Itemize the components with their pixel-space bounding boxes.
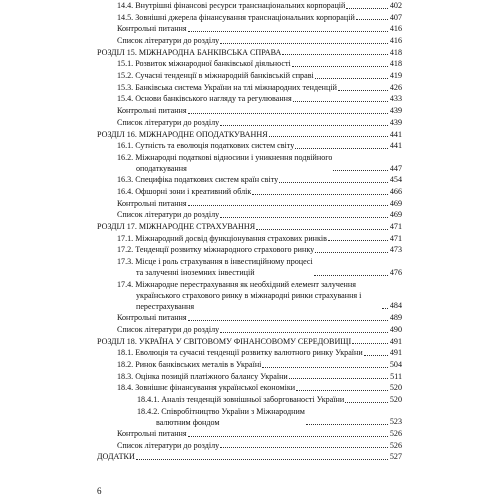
toc-leader-dots [364, 354, 388, 356]
toc-page-number: 484 [389, 301, 402, 311]
toc-page-number: 439 [389, 106, 402, 116]
toc-section-entry [97, 35, 402, 47]
toc-page-number: 418 [389, 47, 402, 57]
toc-entry-title: 15.3. Банківська система України на тлі міжнародних тенденцій [117, 82, 337, 92]
toc-page-number: 491 [389, 348, 402, 358]
toc-subsubsection-entry [97, 406, 402, 428]
toc-entry-title: 16.1. Сутність та еволюція податкових систем світу [117, 141, 295, 151]
toc-section-entry [97, 12, 402, 24]
toc-section-entry [97, 117, 402, 129]
toc-chapter-entry [97, 221, 402, 233]
toc-leader-dots [352, 342, 388, 344]
toc-page-number: 441 [389, 129, 402, 139]
toc-entry-title: ДОДАТКИ [97, 452, 135, 462]
toc-section-entry [97, 244, 402, 256]
toc-section-entry [97, 312, 402, 324]
toc-entry-title: 18.4.1. Аналіз тенденцій зовнішньої заборгованості України [137, 394, 345, 404]
toc-section-entry [97, 94, 402, 106]
toc-entry-title [117, 152, 332, 174]
toc-entry-title: РОЗДІЛ 17. МІЖНАРОДНЕ СТРАХУВАННЯ [97, 222, 256, 232]
toc-chapter-entry [97, 336, 402, 348]
toc-leader-dots [345, 401, 388, 403]
toc-section-entry [97, 140, 402, 152]
toc-leader-dots [262, 366, 388, 368]
toc-page-number: 447 [389, 163, 402, 173]
toc-page-number: 469 [389, 210, 402, 220]
toc-entry-title [117, 256, 313, 278]
toc-entry-title-continuation: українського страхового ринку в міжнародні ринки страхування і перестрахування [136, 290, 362, 311]
toc-chapter-entry [97, 47, 402, 59]
toc-entry-title: Список літератури до розділу [117, 324, 220, 334]
toc-page-number: 471 [389, 222, 402, 232]
toc-section-entry [97, 105, 402, 117]
toc-page-number: 473 [389, 245, 402, 255]
toc-page-number: 439 [389, 117, 402, 127]
toc-leader-dots [328, 239, 388, 241]
toc-leader-dots [188, 319, 388, 321]
toc-entry-title: 15.1. Розвиток міжнародної банківської діяльності [117, 59, 291, 69]
toc-page-number: 419 [389, 71, 402, 81]
toc-entry-title: 18.3. Оцінка позицій платіжного балансу України [117, 371, 288, 381]
toc-leader-dots [188, 435, 388, 437]
toc-leader-dots [220, 124, 388, 126]
toc-leader-dots [252, 193, 388, 195]
toc-entry-title: Список літератури до розділу [117, 117, 220, 127]
toc-section-entry [97, 256, 402, 278]
toc-entry-title: 14.5. Зовнішні джерела фінансування транснаціональних корпорацій [117, 12, 355, 22]
toc-entry-title: 18.2. Ринок банківських металів в Україні [117, 359, 262, 369]
toc-page-number: 471 [389, 233, 402, 243]
toc-entry-title: РОЗДІЛ 16. МІЖНАРОДНЕ ОПОДАТКУВАННЯ [97, 129, 268, 139]
toc-leader-dots [136, 458, 388, 460]
toc-leader-dots [292, 65, 388, 67]
toc-page-number: 520 [389, 383, 402, 393]
toc-page-number: 426 [389, 82, 402, 92]
toc-entry-title-continuation: оподаткування [136, 164, 187, 174]
toc-leader-dots [315, 77, 388, 79]
toc-leader-dots [314, 274, 388, 276]
toc-entry-title: 17.2. Тенденції розвитку міжнародного страхового ринку [117, 245, 315, 255]
toc-page-number: 491 [389, 336, 402, 346]
toc-leader-dots [346, 7, 388, 9]
toc-page-number: 490 [389, 324, 402, 334]
toc-entry-title: 14.4. Внутрішні фінансові ресурси транснаціональних корпорацій [117, 0, 346, 10]
toc-entry-title-line: 16.2. Міжнародні податкові відносини і уникнення подвійного [117, 152, 333, 162]
toc-entry-title-continuation: валютним фондом [156, 417, 220, 427]
toc-entry-title: Контрольні питання [117, 24, 187, 34]
toc-page-number: 402 [389, 0, 402, 10]
toc-page-number: 416 [389, 24, 402, 34]
page-number: 6 [97, 486, 102, 496]
toc-leader-dots [269, 135, 388, 137]
toc-entry-title: Контрольні питання [117, 106, 187, 116]
toc-section-entry [97, 428, 402, 440]
toc-entry-title: 18.4. Зовнішнє фінансування української економіки [117, 383, 296, 393]
toc-entry-title: Список літератури до розділу [117, 36, 220, 46]
toc-leader-dots [296, 389, 388, 391]
toc-entry-title: 16.3. Специфіка податкових систем країн світу [117, 175, 279, 185]
toc-section-entry [97, 440, 402, 452]
toc-section-entry [97, 233, 402, 245]
toc-page-number: 511 [390, 371, 402, 381]
toc-page-number: 476 [389, 267, 402, 277]
toc-entry-title-continuation: та залученні іноземних інвестицій [136, 268, 255, 278]
toc-page-number: 433 [389, 94, 402, 104]
toc-page-number: 454 [389, 175, 402, 185]
toc-leader-dots [188, 204, 388, 206]
toc-leader-dots [338, 89, 388, 91]
toc-page-number: 504 [389, 359, 402, 369]
toc-leader-dots [256, 228, 388, 230]
toc-leader-dots [306, 423, 388, 425]
toc-page-number: 407 [389, 12, 402, 22]
toc-page-number: 469 [389, 198, 402, 208]
toc-section-entry [97, 371, 402, 383]
toc-section-entry [97, 209, 402, 221]
toc-section-entry [97, 152, 402, 174]
toc-leader-dots [220, 216, 388, 218]
table-of-contents [97, 0, 402, 463]
toc-section-entry [97, 186, 402, 198]
toc-entry-title: РОЗДІЛ 15. МІЖНАРОДНА БАНКІВСЬКА СПРАВА [97, 47, 282, 57]
toc-entry-title: Контрольні питання [117, 429, 187, 439]
toc-section-entry [97, 58, 402, 70]
toc-entry-title: Список літератури до розділу [117, 210, 220, 220]
toc-entry-title-line: 18.4.2. Співробітництво України з Міжнародним [137, 406, 305, 416]
toc-leader-dots [279, 181, 388, 183]
toc-entry-title: 15.2. Сучасні тенденції в міжнародній банківській справі [117, 71, 314, 81]
toc-entry-title: 16.4. Офшорні зони і креативний облік [117, 187, 252, 197]
toc-entry-title [137, 406, 305, 428]
toc-entry-title-line: 17.4. Міжнародне перестрахування як необхідний елемент залучення [117, 279, 356, 289]
toc-subsubsection-entry [97, 394, 402, 406]
toc-page-number: 489 [389, 313, 402, 323]
toc-page-number: 527 [389, 452, 402, 462]
toc-section-entry [97, 70, 402, 82]
toc-entry-title: 15.4. Основи банківського нагляду та регулювання [117, 94, 292, 104]
toc-section-entry [97, 382, 402, 394]
toc-entry-title [117, 279, 381, 313]
toc-page-number: 418 [389, 59, 402, 69]
toc-leader-dots [188, 112, 388, 114]
toc-entry-title: 18.1. Еволюція та сучасні тенденції розвитку валютного ринку України [117, 348, 363, 358]
toc-leader-dots [333, 169, 388, 171]
toc-leader-dots [188, 30, 388, 32]
toc-chapter-entry [97, 451, 402, 463]
toc-entry-title-line: 17.3. Місце і роль страхування в інвестиційному процесі [117, 257, 313, 267]
toc-leader-dots [382, 307, 388, 309]
toc-leader-dots [282, 53, 388, 55]
toc-entry-title: Список літератури до розділу [117, 440, 220, 450]
toc-entry-title: Контрольні питання [117, 198, 187, 208]
toc-page-number: 526 [389, 429, 402, 439]
toc-page-number: 416 [389, 36, 402, 46]
toc-page-number: 520 [389, 394, 402, 404]
toc-entry-title: РОЗДІЛ 18. УКРАЇНА У СВІТОВОМУ ФІНАНСОВОМУ СЕРЕДОВИЩІ [97, 336, 352, 346]
toc-leader-dots [289, 377, 388, 379]
toc-page-number: 441 [389, 141, 402, 151]
toc-section-entry [97, 174, 402, 186]
toc-chapter-entry [97, 129, 402, 141]
toc-leader-dots [295, 147, 388, 149]
toc-leader-dots [315, 251, 388, 253]
toc-section-entry [97, 359, 402, 371]
toc-section-entry [97, 23, 402, 35]
toc-leader-dots [220, 331, 388, 333]
toc-section-entry [97, 347, 402, 359]
toc-page-number: 526 [389, 440, 402, 450]
toc-section-entry [97, 279, 402, 313]
toc-leader-dots [220, 446, 388, 448]
toc-section-entry [97, 198, 402, 210]
toc-leader-dots [293, 100, 388, 102]
toc-section-entry [97, 82, 402, 94]
toc-page-number: 466 [389, 187, 402, 197]
toc-entry-title: 17.1. Міжнародний досвід функціонування страхових ринків [117, 233, 328, 243]
toc-leader-dots [356, 18, 388, 20]
toc-entry-title: Контрольні питання [117, 313, 187, 323]
toc-section-entry [97, 0, 402, 12]
toc-page-number: 523 [389, 417, 402, 427]
toc-section-entry [97, 324, 402, 336]
toc-leader-dots [220, 42, 388, 44]
